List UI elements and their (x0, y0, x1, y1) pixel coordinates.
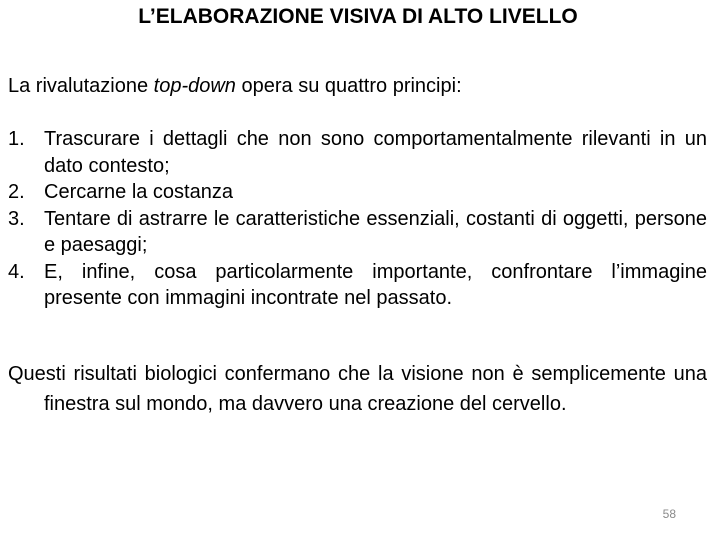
list-item-number: 1. (8, 128, 25, 150)
intro-text (8, 73, 708, 99)
principles-list (8, 126, 707, 312)
list-item-number: 2. (8, 181, 25, 203)
list-item-text: E, infine, cosa particolarmente importante, confrontare l’immagine presente con immagini incontrate nel passato. (44, 260, 707, 309)
page-number: 58 (662, 507, 676, 521)
list-item (8, 206, 707, 259)
slide-title: L’ELABORAZIONE VISIVA DI ALTO LIVELLO (138, 5, 578, 28)
list-item-number: 3. (8, 207, 25, 230)
intro-emphasis: top-down (153, 75, 236, 97)
intro-after: opera su quattro principi: (235, 75, 462, 97)
conclusion-text: Questi risultati biologici confermano che la visione non è semplicemente una finestra sul mondo, ma davvero una creazione del cervello. (8, 363, 707, 415)
list-item-text: Trascurare i dettagli che non sono comportamentalmente rilevanti in un dato contesto; (44, 128, 707, 177)
list-item-text: Tentare di astrarre le caratteristiche essenziali, costanti di oggetti, persone e paesaggi; (44, 207, 707, 256)
list-item (8, 179, 707, 206)
list-item (8, 126, 707, 179)
intro-before: La rivalutazione (8, 75, 154, 97)
list-item (8, 259, 707, 312)
list-item-text: Cercarne la costanza (44, 181, 233, 203)
list-item-number: 4. (8, 260, 25, 283)
